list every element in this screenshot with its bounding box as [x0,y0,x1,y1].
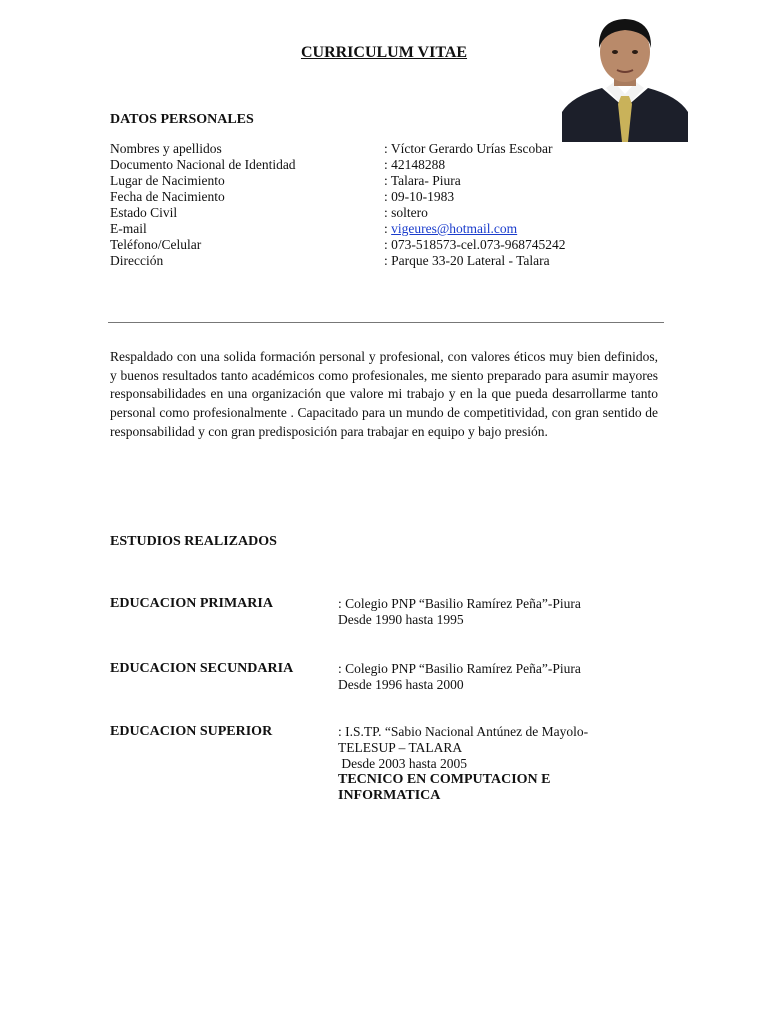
page-title: CURRICULUM VITAE [300,44,468,61]
profile-summary: Respaldado con una solida formación personal y profesional, con valores éticos muy bien definidos, y buenos resultados tanto académicos como profesionales, me siento preparado para asumir mayores responsabilidades en una organización que valore mi trabajo y en la que pueda desarrollarme tanto personal como profesionalmente . Capacitado para un mundo de competitividad, con gran sentido de responsabilidad y con gran predisposición para trabajar en equipo y bajo presión. [110,349,658,439]
education-heading: ESTUDIOS REALIZADOS [110,534,277,549]
info-row-address [110,253,565,269]
info-row-name [110,141,565,157]
secondary-school: : Colegio PNP “Basilio Ramírez Peña”-Piura [338,661,581,676]
secondary-dates: Desde 1996 hasta 2000 [338,677,464,692]
person-portrait-icon [562,8,688,142]
info-value: : 42148288 [384,157,446,172]
email-prefix: : [384,221,392,236]
info-value: : 073-518573-cel.073-968745242 [384,237,566,252]
info-value: : Talara- Piura [384,173,461,188]
section-divider [108,322,664,323]
superior-education-detail [338,724,658,804]
superior-school-line1: : I.S.TP. “Sabio Nacional Antúnez de Mayolo- [338,724,589,739]
info-row-birthplace [110,173,565,189]
secondary-education-detail [338,661,658,693]
info-row-dni [110,157,565,173]
primary-dates: Desde 1990 hasta 1995 [338,612,464,627]
personal-data-heading: DATOS PERSONALES [110,112,254,127]
primary-education-label: EDUCACION PRIMARIA [110,596,273,611]
info-label: Estado Civil [110,205,178,220]
primary-education-detail [338,596,658,628]
info-label: Teléfono/Celular [110,237,202,252]
personal-info-table [110,141,565,269]
info-row-civil-status [110,205,565,221]
info-row-email [110,221,565,237]
info-label: Fecha de Nacimiento [110,189,225,204]
info-row-birthdate [110,189,565,205]
info-value [384,221,517,237]
info-value: : Víctor Gerardo Urías Escobar [384,141,553,156]
secondary-education-label: EDUCACION SECUNDARIA [110,661,294,676]
info-value: : 09-10-1983 [384,189,455,204]
info-row-phone [110,237,565,253]
superior-school-line2: TELESUP – TALARA [338,740,463,755]
info-value: : Parque 33-20 Lateral - Talara [384,253,550,268]
primary-school: : Colegio PNP “Basilio Ramírez Peña”-Piura [338,596,581,611]
superior-degree-line1: TECNICO EN COMPUTACION E [338,772,551,787]
info-label: Nombres y apellidos [110,141,222,156]
superior-degree-line2: INFORMATICA [338,788,441,803]
superior-dates: Desde 2003 hasta 2005 [338,756,467,771]
profile-photo [562,8,688,142]
info-label: E-mail [110,221,147,236]
info-value: : soltero [384,205,428,220]
email-link[interactable]: vigeures@hotmail.com [391,221,518,236]
info-label: Documento Nacional de Identidad [110,157,296,172]
superior-education-label: EDUCACION SUPERIOR [110,724,273,739]
info-label: Lugar de Nacimiento [110,173,225,188]
info-label: Dirección [110,253,164,268]
